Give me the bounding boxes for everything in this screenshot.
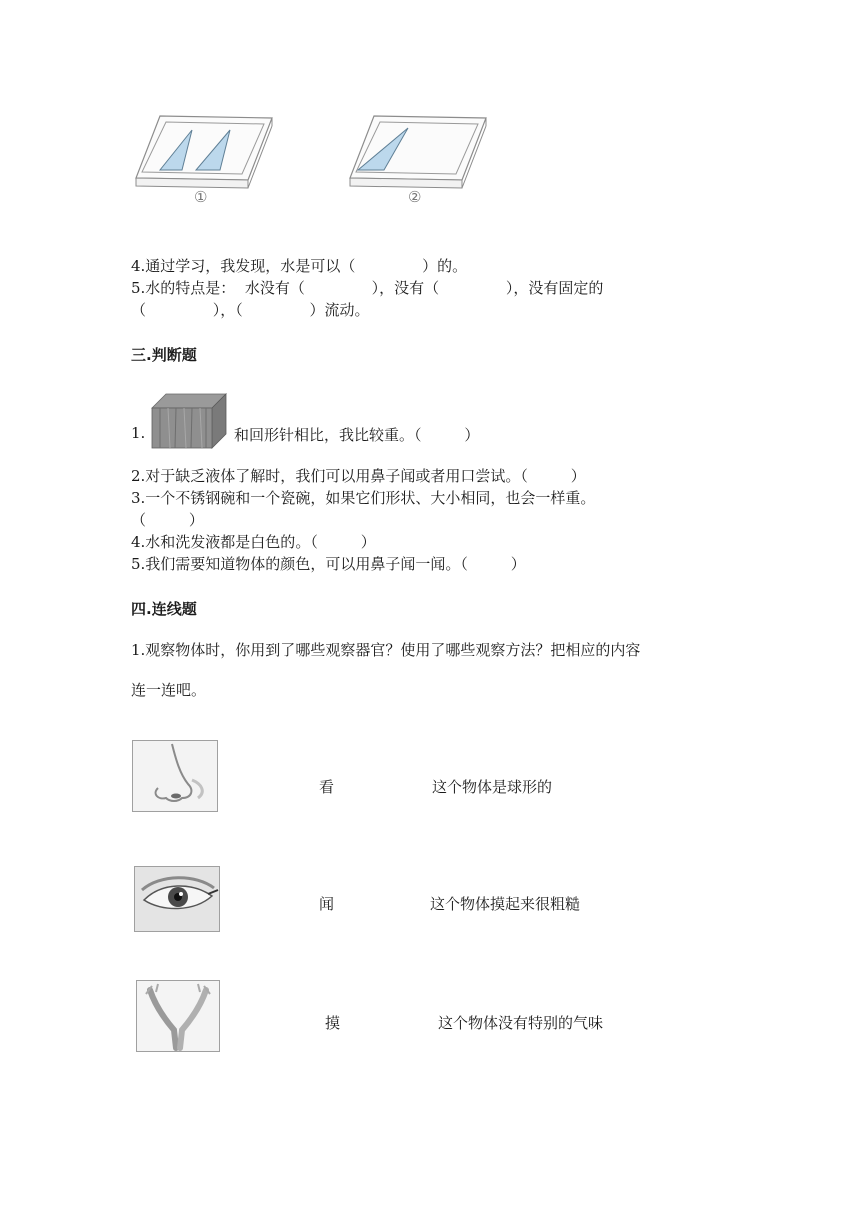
judge-question-4: 4.水和洗发液都是白色的。（ ）	[131, 533, 376, 551]
description-2: 这个物体摸起来很粗糙	[430, 895, 581, 913]
tray-figure-2	[344, 108, 494, 208]
judge-question-3-line-2: （ ）	[131, 511, 204, 529]
description-3: 这个物体没有特别的气味	[438, 1014, 604, 1032]
nose-image	[132, 740, 218, 812]
judge-question-5: 5.我们需要知道物体的颜色，可以用鼻子闻一闻。（ ）	[131, 555, 526, 573]
tray-2-label: ②	[408, 188, 422, 206]
wood-block-image	[146, 392, 230, 450]
section-judge-title: 三.判断题	[131, 346, 197, 364]
method-word-3: 摸	[325, 1014, 341, 1032]
match-prompt-line-1: 1.观察物体时，你用到了哪些观察器官？使用了哪些观察方法？把相应的内容	[131, 641, 641, 659]
hands-image	[136, 980, 220, 1052]
method-word-2: 闻	[319, 895, 335, 913]
section-match-title: 四.连线题	[131, 600, 197, 618]
method-word-1: 看	[319, 778, 335, 796]
match-prompt-line-2: 连一连吧。	[131, 681, 207, 699]
fill-question-4: 4.通过学习，我发现，水是可以（ ）的。	[131, 257, 468, 275]
fill-question-5-line-2: （ ），（ ）流动。	[131, 301, 370, 319]
description-1: 这个物体是球形的	[432, 778, 553, 796]
tray-1-label: ①	[194, 188, 208, 206]
tray-figure-1	[130, 108, 280, 208]
judge-question-1: 和回形针相比，我比较重。（ ）	[234, 426, 480, 444]
judge-question-1-number: 1.	[131, 424, 146, 442]
judge-question-3-line-1: 3.一个不锈钢碗和一个瓷碗，如果它们形状、大小相同，也会一样重。	[131, 489, 596, 507]
eye-image	[134, 866, 220, 932]
fill-question-5-line-1: 5.水的特点是： 水没有（ ），没有（ ），没有固定的	[131, 279, 604, 297]
judge-question-2: 2.对于缺乏液体了解时，我们可以用鼻子闻或者用口尝试。（ ）	[131, 467, 586, 485]
